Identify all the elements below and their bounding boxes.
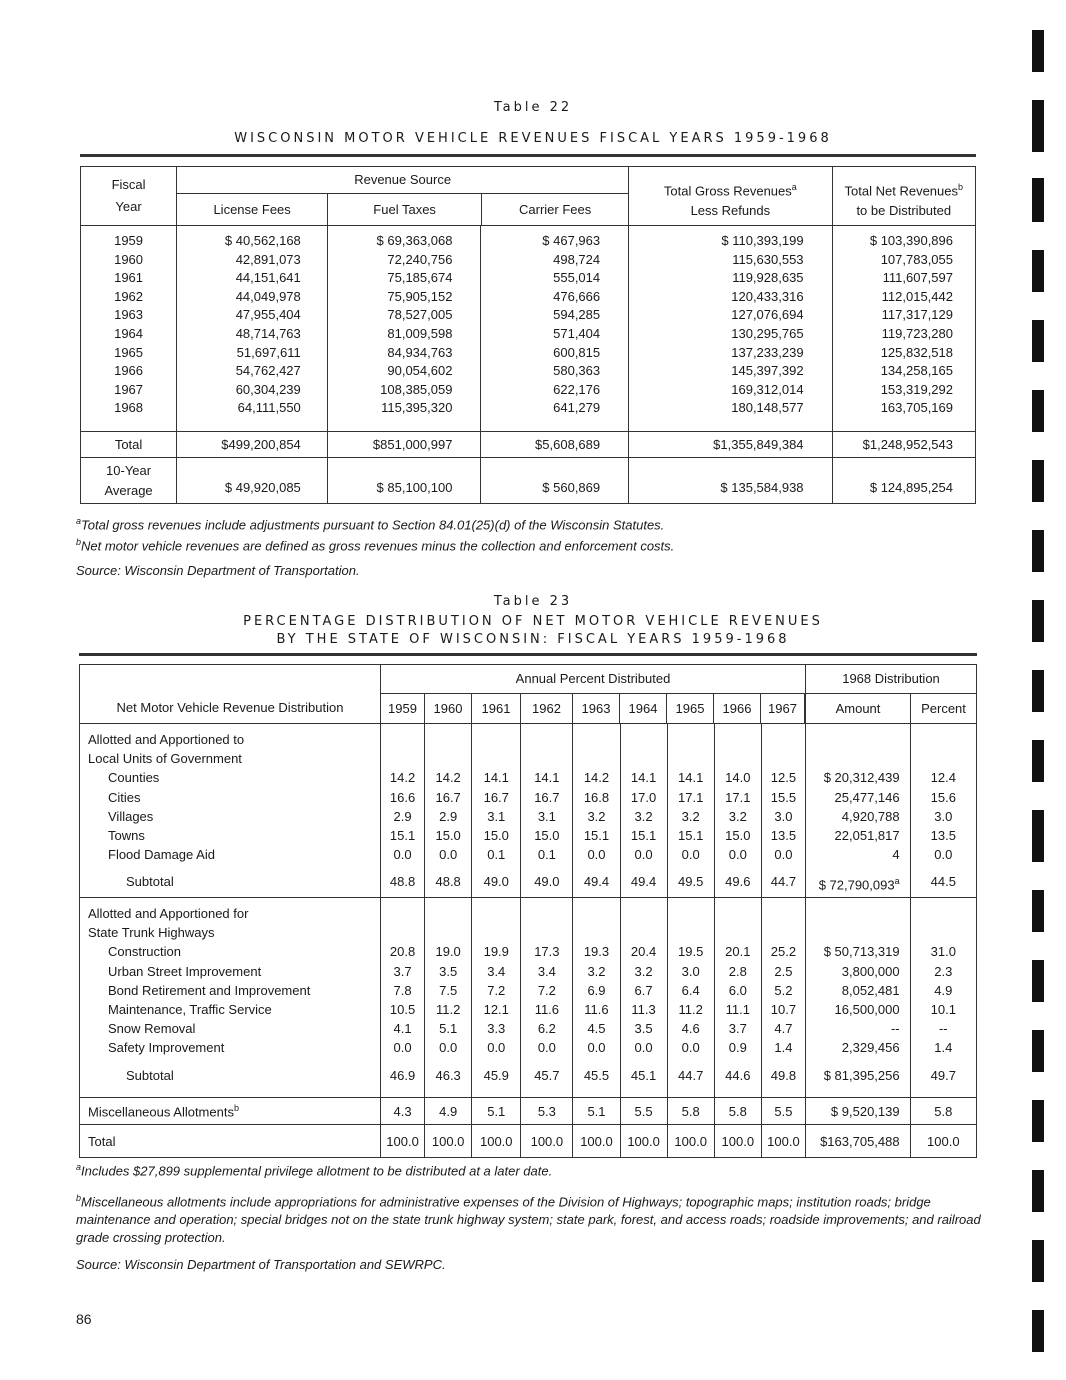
value-cell: 5.1 xyxy=(439,1021,458,1037)
cell-carrier: 476,666 xyxy=(553,288,601,304)
value-cell: 3.2 xyxy=(634,963,653,979)
value-cell: 3.3 xyxy=(487,1021,506,1037)
cell-fuel: 75,905,152 xyxy=(387,288,453,304)
value-cell: 0.0 xyxy=(634,847,653,863)
item-label: Snow Removal xyxy=(108,1021,196,1037)
item-label: Maintenance, Traffic Service xyxy=(108,1002,272,1018)
value-cell: 3.2 xyxy=(587,808,606,824)
subtotal-percent: 44.5 xyxy=(930,874,956,890)
cell-net: 153,319,292 xyxy=(880,381,953,397)
value-cell: 3.2 xyxy=(728,808,747,824)
header-license-fees: License Fees xyxy=(177,194,328,225)
value-cell: 14.2 xyxy=(435,770,461,786)
table23-source: Source: Wisconsin Department of Transportation and SEWRPC. xyxy=(76,1257,446,1272)
misc-value: 5.1 xyxy=(472,1098,521,1125)
cell-year: 1960 xyxy=(114,251,144,267)
misc-value: 4.9 xyxy=(425,1098,472,1125)
value-cell: 3.4 xyxy=(487,963,506,979)
table22-average-row: 10-Year Average $ 49,920,085 $ 85,100,100 $ 560,869 $ 135,584,938 $ 124,895,254 xyxy=(81,458,976,504)
item-label: Cities xyxy=(108,789,141,805)
cell-year: 1961 xyxy=(114,270,144,286)
value-cell: 14.2 xyxy=(389,770,416,786)
value-cell: 14.1 xyxy=(534,770,560,786)
value-cell: 15.5 xyxy=(770,789,797,805)
percent-cell: 31.0 xyxy=(930,944,956,960)
value-cell: 6.4 xyxy=(681,982,700,998)
misc-value: 5.5 xyxy=(761,1098,805,1125)
header-fiscal-year: Fiscal Year xyxy=(81,167,177,226)
cell-net: 111,607,597 xyxy=(882,270,953,286)
cell-net: 112,015,442 xyxy=(881,288,953,304)
value-cell: 7.8 xyxy=(393,982,412,998)
value-cell: 3.1 xyxy=(537,808,556,824)
table22-number: Table 22 xyxy=(493,100,573,115)
value-cell: 6.9 xyxy=(587,982,606,998)
value-cell: 7.2 xyxy=(487,982,506,998)
value-cell: 19.5 xyxy=(678,944,704,960)
header-percent: Percent xyxy=(921,701,966,716)
value-cell: 10.7 xyxy=(770,1002,797,1018)
subtotal-amount xyxy=(810,1066,900,1085)
cell-net: 134,258,165 xyxy=(880,363,953,379)
value-cell: 17.1 xyxy=(678,789,704,805)
cell-gross: 145,397,392 xyxy=(731,363,804,379)
amount-cell: $ 50,713,319 xyxy=(823,944,900,960)
misc-value: 5.3 xyxy=(521,1098,573,1125)
value-cell: 1.4 xyxy=(774,1040,793,1056)
cell-year: 1967 xyxy=(114,381,144,397)
total-value: 100.0 xyxy=(620,1125,667,1158)
value-cell: 16.7 xyxy=(483,789,509,805)
percent-cell: -- xyxy=(938,1021,948,1037)
subtotal-value: 45.5 xyxy=(583,1067,610,1083)
value-cell: 13.5 xyxy=(770,828,797,844)
value-cell: 3.7 xyxy=(393,963,412,979)
value-cell: 12.5 xyxy=(770,770,797,786)
table22-source: Source: Wisconsin Department of Transportation. xyxy=(76,563,360,578)
total-value: 100.0 xyxy=(573,1125,620,1158)
total-value: 100.0 xyxy=(761,1125,805,1158)
amount-cell: 2,329,456 xyxy=(841,1040,900,1056)
cell-net: 119,723,280 xyxy=(881,325,953,341)
cell-fuel: 75,185,674 xyxy=(387,270,453,286)
cell-carrier: 622,176 xyxy=(553,381,601,397)
amount-cell: 25,477,146 xyxy=(834,789,900,805)
value-cell: 3.2 xyxy=(681,808,700,824)
table22-total-row: Total $499,200,854 $851,000,997 $5,608,689 $1,355,849,384 $1,248,952,543 xyxy=(81,432,976,458)
table23-title-line1: PERCENTAGE DISTRIBUTION OF NET MOTOR VEHICLE REVENUES xyxy=(243,614,823,629)
value-cell: 3.7 xyxy=(728,1021,747,1037)
value-cell: 11.3 xyxy=(631,1002,656,1018)
total-percent: 100.0 xyxy=(927,1133,960,1149)
subtotal-label: Subtotal xyxy=(126,874,174,890)
percent-cell: 12.4 xyxy=(930,770,956,786)
amount-cell: 16,500,000 xyxy=(834,1002,900,1018)
header-year: 1963 xyxy=(573,694,620,723)
item-label: Towns xyxy=(108,828,145,844)
value-cell: 17.1 xyxy=(725,789,751,805)
value-cell: 0.0 xyxy=(728,847,747,863)
subtotal-value: 49.8 xyxy=(770,1067,797,1083)
subtotal-value: 45.7 xyxy=(534,1067,560,1083)
cell-fuel: 78,527,005 xyxy=(387,307,453,323)
percent-cell: 1.4 xyxy=(934,1040,953,1056)
subtotal-value: 49.5 xyxy=(678,874,704,890)
subtotal-value: 49.4 xyxy=(583,874,610,890)
table22-note-b: $^b$Net motor vehicle revenues are defined as gross revenues minus the collection and enforcement costs. xyxy=(76,537,675,554)
cell-fuel: 81,009,598 xyxy=(387,325,453,341)
amount-cell: 8,052,481 xyxy=(841,982,900,998)
value-cell: 12.1 xyxy=(483,1002,509,1018)
cell-fuel: 108,385,059 xyxy=(380,381,453,397)
value-cell: 11.2 xyxy=(435,1002,461,1018)
cell-gross: $ 110,393,199 xyxy=(721,233,804,248)
table23-title-line2: BY THE STATE OF WISCONSIN: FISCAL YEARS 1959-1968 xyxy=(276,632,790,647)
cell-fuel: 72,240,756 xyxy=(387,251,453,267)
value-cell: 19.3 xyxy=(583,944,610,960)
header-year: 1960 xyxy=(425,694,472,723)
value-cell: 20.8 xyxy=(389,944,416,960)
cell-net: $ 103,390,896 xyxy=(869,233,953,248)
cell-year: 1966 xyxy=(114,363,144,379)
value-cell: 14.2 xyxy=(583,770,610,786)
cell-gross: 180,148,577 xyxy=(731,400,804,416)
cell-gross: 120,433,316 xyxy=(731,288,804,304)
cell-gross: 115,630,553 xyxy=(732,251,804,267)
misc-label: Miscellaneous Allotments xyxy=(88,1104,234,1120)
cell-fuel: $ 69,363,068 xyxy=(376,233,453,248)
section-title: State Trunk Highways xyxy=(88,925,215,941)
footnote-mark: b xyxy=(233,1102,239,1113)
cell-carrier: 580,363 xyxy=(553,363,601,379)
cell-license: 44,049,978 xyxy=(235,288,301,304)
item-label: Villages xyxy=(108,808,154,824)
cell-gross: 137,233,239 xyxy=(731,344,804,360)
amount-cell: 3,800,000 xyxy=(841,963,900,979)
misc-row xyxy=(80,1098,977,1125)
value-cell: 7.5 xyxy=(439,982,458,998)
subtotal-value: 45.9 xyxy=(483,1067,509,1083)
table23-note-a: $^a$Includes $27,899 supplemental privilege allotment to be distributed at a later date. xyxy=(76,1162,553,1179)
value-cell: 15.0 xyxy=(435,828,461,844)
value-cell: 0.0 xyxy=(681,1040,700,1056)
cell-net: 125,832,518 xyxy=(880,344,953,360)
value-cell: 14.1 xyxy=(630,770,657,786)
cell-gross: 127,076,694 xyxy=(731,307,804,323)
value-cell: 19.9 xyxy=(483,944,509,960)
value-cell: 3.5 xyxy=(439,963,458,979)
misc-value: 4.3 xyxy=(381,1098,425,1125)
percent-cell: 3.0 xyxy=(934,808,953,824)
value-cell: 4.6 xyxy=(681,1021,700,1037)
amount-cell: 22,051,817 xyxy=(834,828,900,844)
total-value: 100.0 xyxy=(425,1125,472,1158)
value-cell: 14.1 xyxy=(483,770,509,786)
value-cell: 11.6 xyxy=(534,1002,560,1018)
header-annual: Annual Percent Distributed 1959 1960 1961 1962 1963 1964 1965 1966 1967 xyxy=(381,665,806,724)
header-gross: Total Gross Revenues$^a$ Less Refunds xyxy=(629,167,832,226)
cell-license: 44,151,641 xyxy=(235,270,301,286)
value-cell: 4.5 xyxy=(587,1021,606,1037)
value-cell: 15.0 xyxy=(725,828,751,844)
item-label: Flood Damage Aid xyxy=(108,847,215,863)
header-year: 1959 xyxy=(381,694,425,723)
misc-amount: $ 9,520,139 xyxy=(806,1098,911,1125)
subtotal-value: 49.0 xyxy=(534,874,560,890)
value-cell: 3.0 xyxy=(681,963,700,979)
item-label: Safety Improvement xyxy=(108,1040,225,1056)
cell-license: 47,955,404 xyxy=(235,307,301,323)
value-cell: 0.0 xyxy=(774,847,793,863)
value-cell: 0.1 xyxy=(537,847,556,863)
value-cell: 0.0 xyxy=(681,847,700,863)
cell-fuel: 115,395,320 xyxy=(381,400,453,416)
table22-top-rule xyxy=(80,154,976,157)
value-cell: 19.0 xyxy=(435,944,461,960)
subtotal-value: 45.1 xyxy=(630,1067,657,1083)
footnote-mark: a xyxy=(894,876,900,887)
cell-carrier: 600,815 xyxy=(553,344,601,360)
subtotal-value: 44.7 xyxy=(770,874,797,890)
header-year: 1965 xyxy=(667,694,714,723)
value-cell: 15.1 xyxy=(678,828,704,844)
value-cell: 0.0 xyxy=(393,1040,412,1056)
value-cell: 0.0 xyxy=(587,847,606,863)
amount-cell: $ 20,312,439 xyxy=(823,770,900,786)
value-cell: 15.1 xyxy=(630,828,657,844)
value-cell: 25.2 xyxy=(770,944,797,960)
value-cell: 0.0 xyxy=(393,847,412,863)
misc-percent: 5.8 xyxy=(934,1103,953,1119)
percent-cell: 0.0 xyxy=(934,847,953,863)
cell-year: 1959 xyxy=(114,233,144,248)
value-cell: 3.4 xyxy=(537,963,556,979)
value-cell: 2.9 xyxy=(439,808,458,824)
cell-license: 51,697,611 xyxy=(236,344,301,360)
value-cell: 3.2 xyxy=(587,963,606,979)
value-cell: 11.2 xyxy=(678,1002,703,1018)
cell-net: 117,317,129 xyxy=(881,307,953,323)
value-cell: 0.0 xyxy=(634,1040,653,1056)
value-cell: 2.5 xyxy=(774,963,793,979)
subtotal-value: 49.6 xyxy=(725,874,751,890)
subtotal-amount-value: $ 81,395,256 xyxy=(823,1067,900,1083)
value-cell: 0.0 xyxy=(587,1040,606,1056)
subtotal-value: 49.4 xyxy=(630,874,657,890)
value-cell: 0.0 xyxy=(439,847,458,863)
value-cell: 6.7 xyxy=(634,982,653,998)
table22-title: WISCONSIN MOTOR VEHICLE REVENUES FISCAL YEARS 1959-1968 xyxy=(234,131,832,146)
value-cell: 16.8 xyxy=(583,789,610,805)
value-cell: 0.1 xyxy=(487,847,506,863)
header-net: Total Net Revenues$^b$ to be Distributed xyxy=(844,181,963,219)
subtotal-amount-value: $ 72,790,093 xyxy=(818,877,895,893)
cell-carrier: 498,724 xyxy=(553,251,601,267)
cell-net: 107,783,055 xyxy=(880,251,953,267)
value-cell: 7.2 xyxy=(537,982,556,998)
total-value: 100.0 xyxy=(381,1125,425,1158)
cell-fuel: 84,934,763 xyxy=(387,344,453,360)
value-cell: 6.2 xyxy=(537,1021,556,1037)
amount-cell: 4 xyxy=(892,847,900,863)
value-cell: 10.5 xyxy=(389,1002,416,1018)
item-label: Bond Retirement and Improvement xyxy=(108,982,311,998)
cell-gross: 169,312,014 xyxy=(731,381,804,397)
section1-block xyxy=(80,724,977,898)
header-year: 1962 xyxy=(521,694,573,723)
value-cell: 4.7 xyxy=(774,1021,793,1037)
value-cell: 16.6 xyxy=(389,789,416,805)
value-cell: 3.0 xyxy=(774,808,793,824)
subtotal-value: 46.3 xyxy=(435,1067,461,1083)
percent-cell: 2.3 xyxy=(934,963,953,979)
value-cell: 15.1 xyxy=(389,828,416,844)
cell-carrier: 571,404 xyxy=(553,325,601,341)
total-label: Total xyxy=(88,1133,116,1149)
value-cell: 3.2 xyxy=(634,808,653,824)
value-cell: 17.3 xyxy=(534,944,560,960)
table22 xyxy=(80,166,976,504)
misc-value: 5.8 xyxy=(667,1098,714,1125)
value-cell: 6.0 xyxy=(728,982,747,998)
value-cell: 20.4 xyxy=(630,944,657,960)
cell-license: 54,762,427 xyxy=(235,363,301,379)
value-cell: 0.9 xyxy=(728,1040,747,1056)
item-label: Construction xyxy=(108,944,181,960)
value-cell: 4.1 xyxy=(393,1021,412,1037)
subtotal-value: 46.9 xyxy=(389,1067,416,1083)
header-revenue-source: Revenue Source License Fees Fuel Taxes Carrier Fees xyxy=(177,167,629,226)
value-cell: 15.0 xyxy=(483,828,509,844)
cell-fuel: 90,054,602 xyxy=(387,363,453,379)
table23-top-rule xyxy=(79,653,977,656)
value-cell: 16.7 xyxy=(534,789,560,805)
cell-license: 60,304,239 xyxy=(235,381,301,397)
value-cell: 2.9 xyxy=(393,808,412,824)
subtotal-value: 44.6 xyxy=(725,1067,751,1083)
value-cell: 5.2 xyxy=(774,982,793,998)
value-cell: 20.1 xyxy=(725,944,751,960)
total-value: 100.0 xyxy=(714,1125,761,1158)
section2-block xyxy=(80,898,977,1098)
value-cell: 14.0 xyxy=(725,770,751,786)
value-cell: 11.6 xyxy=(584,1002,609,1018)
cell-year: 1965 xyxy=(114,344,144,360)
subtotal-label: Subtotal xyxy=(126,1067,174,1083)
percent-cell: 10.1 xyxy=(930,1002,956,1018)
value-cell: 2.8 xyxy=(728,963,747,979)
cell-net: 163,705,169 xyxy=(880,400,953,416)
header-year: 1961 xyxy=(472,694,521,723)
value-cell: 16.7 xyxy=(435,789,461,805)
misc-value: 5.1 xyxy=(573,1098,620,1125)
value-cell: 0.0 xyxy=(537,1040,556,1056)
header-distribution: Net Motor Vehicle Revenue Distribution xyxy=(80,665,381,724)
cell-license: $ 40,562,168 xyxy=(224,233,301,248)
subtotal-amount xyxy=(810,872,900,895)
amount-cell: 4,920,788 xyxy=(841,808,900,824)
header-carrier-fees: Carrier Fees xyxy=(519,202,592,217)
header-1968: 1968 Distribution Amount Percent xyxy=(806,665,977,724)
value-cell: 0.0 xyxy=(439,1040,458,1056)
misc-value: 5.8 xyxy=(714,1098,761,1125)
cell-license: 42,891,073 xyxy=(235,251,301,267)
amount-cell: -- xyxy=(890,1021,900,1037)
value-cell: 11.1 xyxy=(725,1002,750,1018)
item-label: Counties xyxy=(108,770,160,786)
total-value: 100.0 xyxy=(472,1125,521,1158)
cell-gross: 119,928,635 xyxy=(732,270,804,286)
cell-carrier: $ 467,963 xyxy=(542,233,601,248)
value-cell: 3.1 xyxy=(487,808,506,824)
cell-year: 1964 xyxy=(114,325,144,341)
cell-year: 1963 xyxy=(114,307,144,323)
page-number: 86 xyxy=(76,1311,92,1327)
percent-cell: 13.5 xyxy=(930,828,956,844)
header-fuel-taxes: Fuel Taxes xyxy=(328,194,482,225)
total-value: 100.0 xyxy=(521,1125,573,1158)
total-row xyxy=(80,1125,977,1158)
section-title: Allotted and Apportioned to xyxy=(88,732,245,747)
subtotal-value: 44.7 xyxy=(678,1067,704,1083)
item-label: Urban Street Improvement xyxy=(108,963,262,979)
table23 xyxy=(79,664,977,1158)
cell-carrier: 594,285 xyxy=(553,307,601,323)
cell-gross: 130,295,765 xyxy=(731,325,804,341)
value-cell: 14.1 xyxy=(678,770,704,786)
cell-carrier: 641,279 xyxy=(553,400,601,416)
subtotal-value: 48.8 xyxy=(435,874,461,890)
value-cell: 17.0 xyxy=(630,789,657,805)
cell-year: 1968 xyxy=(114,400,144,416)
table23-number: Table 23 xyxy=(493,594,573,609)
percent-cell: 15.6 xyxy=(930,789,956,805)
subtotal-value: 49.0 xyxy=(483,874,509,890)
table22-note-a: $^a$Total gross revenues include adjustments pursuant to Section 84.01(25)(d) of the Wisconsin Statutes. xyxy=(76,516,665,533)
table22-year-rows xyxy=(81,226,976,432)
header-year: 1967 xyxy=(761,694,805,723)
misc-value: 5.5 xyxy=(620,1098,667,1125)
cell-carrier: 555,014 xyxy=(553,270,601,286)
value-cell: 15.1 xyxy=(583,828,610,844)
section-title: Allotted and Apportioned for xyxy=(88,906,249,921)
subtotal-value: 48.8 xyxy=(389,874,416,890)
cell-license: 48,714,763 xyxy=(235,325,301,341)
value-cell: 15.0 xyxy=(534,828,560,844)
table23-note-b: $^b$Miscellaneous allotments include appropriations for administrative expenses of the Division of Highways; topographic maps; institution roads; bridge maintenance and operation; special bridges not on the state trunk highway system; state park, forest, and access roads; roadside improvements; and railroad grade crossing protection. xyxy=(76,1193,981,1246)
header-year: 1964 xyxy=(620,694,667,723)
total-amount: $163,705,488 xyxy=(806,1125,911,1158)
total-value: 100.0 xyxy=(667,1125,714,1158)
value-cell: 0.0 xyxy=(487,1040,506,1056)
cell-year: 1962 xyxy=(114,288,144,304)
percent-cell: 4.9 xyxy=(934,982,953,998)
cell-license: 64,111,550 xyxy=(237,400,301,416)
section-title: Local Units of Government xyxy=(88,751,242,767)
header-amount: Amount xyxy=(806,694,911,723)
subtotal-percent: 49.7 xyxy=(930,1067,956,1083)
header-year: 1966 xyxy=(714,694,761,723)
value-cell: 3.5 xyxy=(634,1021,653,1037)
